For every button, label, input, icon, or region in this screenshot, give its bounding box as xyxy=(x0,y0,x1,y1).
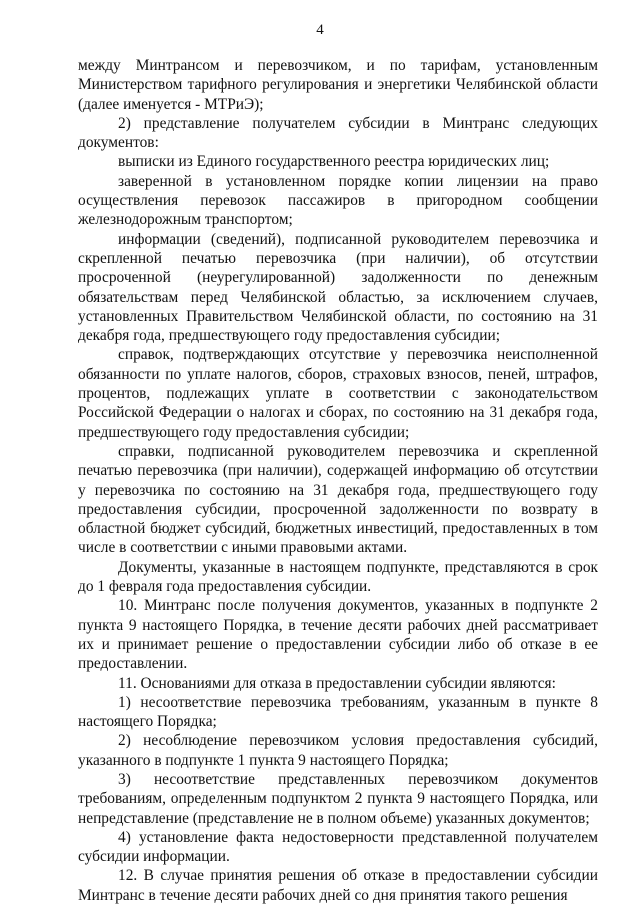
paragraph-item-12: 12. В случае принятия решения об отказе в предоставлении субсидии Минтранс в течение десяти рабочих дней со дня принятия такого решения xyxy=(78,867,598,904)
paragraph-refusal-reason-2: 2) несоблюдение перевозчиком условия предоставления субсидий, указанного в подпункте 1 пункта 9 настоящего Порядка; xyxy=(78,732,598,769)
paragraph-license-copy: заверенной в установленном порядке копии лицензии на право осуществления перевозок пассажиров в пригородном сообщении железнодорожным транспортом; xyxy=(78,172,598,229)
paragraph-item-10: 10. Минтранс после получения документов, указанных в подпункте 2 пункта 9 настоящего Порядка, в течение десяти рабочих дней рассматривает их и принимает решение о предоставлении субсидии либо об отказе в ее предоставлении. xyxy=(78,597,598,673)
paragraph-item-11: 11. Основаниями для отказа в предоставлении субсидии являются: xyxy=(118,674,556,692)
paragraph-debt-information: информации (сведений), подписанной руководителем перевозчика и скрепленной печатью перевозчика (при наличии), об отсутствии просроченной (неурегулированной) задолженности по денежным обязательствам перед Челябинской областью, за исключением случаев, установленных Правительством Челябинской области, по состоянию на 31 декабря года, предшествующего году предоставления субсидии; xyxy=(78,230,598,345)
document-body xyxy=(78,56,598,905)
paragraph-submission-deadline: Документы, указанные в настоящем подпункте, представляются в срок до 1 февраля года предоставления субсидии. xyxy=(78,558,598,596)
paragraph-refusal-reason-1: 1) несоответствие перевозчика требованиям, указанным в пункте 8 настоящего Порядка; xyxy=(78,693,598,731)
paragraph-refusal-reason-3: 3) несоответствие представленных перевозчиком документов требованиям, определенным подпунктом 2 пункта 9 настоящего Порядка, или непредставление (представление не в полном объеме) указанных документов; xyxy=(78,770,598,827)
paragraph-documents-submission: 2) представление получателем субсидии в Минтранс следующих документов: xyxy=(78,114,598,152)
paragraph-tariff-continuation: между Минтрансом и перевозчиком, и по тарифам, установленным Министерством тарифного регулирования и энергетики Челябинской области (далее именуется - МТРиЭ); xyxy=(78,57,598,113)
page-number: 4 xyxy=(316,22,324,38)
paragraph-refusal-reason-4: 4) установление факта недостоверности представленной получателем субсидии информации. xyxy=(78,828,598,866)
paragraph-tax-certificates: справок, подтверждающих отсутствие у перевозчика неисполненной обязанности по уплате налогов, сборов, страховых взносов, пеней, штрафов, процентов, подлежащих уплате в соответствии с законодательством Российской Федерации о налогах и сборах, по состоянию на 31 декабря года, предшествующего году предоставления субсидии; xyxy=(78,346,598,441)
paragraph-registry-extract: выписки из Единого государственного реестра юридических лиц; xyxy=(118,153,550,171)
paragraph-budget-debt-certificate: справки, подписанной руководителем перевозчика и скрепленной печатью перевозчика (при наличии), содержащей информацию об отсутствии у перевозчика по состоянию на 31 декабря года, предшествующего году предоставления субсидии, просроченной задолженности по возврату в областной бюджет субсидий, бюджетных инвестиций, предоставленных в том числе в соответствии с иными правовыми актами. xyxy=(78,442,598,557)
